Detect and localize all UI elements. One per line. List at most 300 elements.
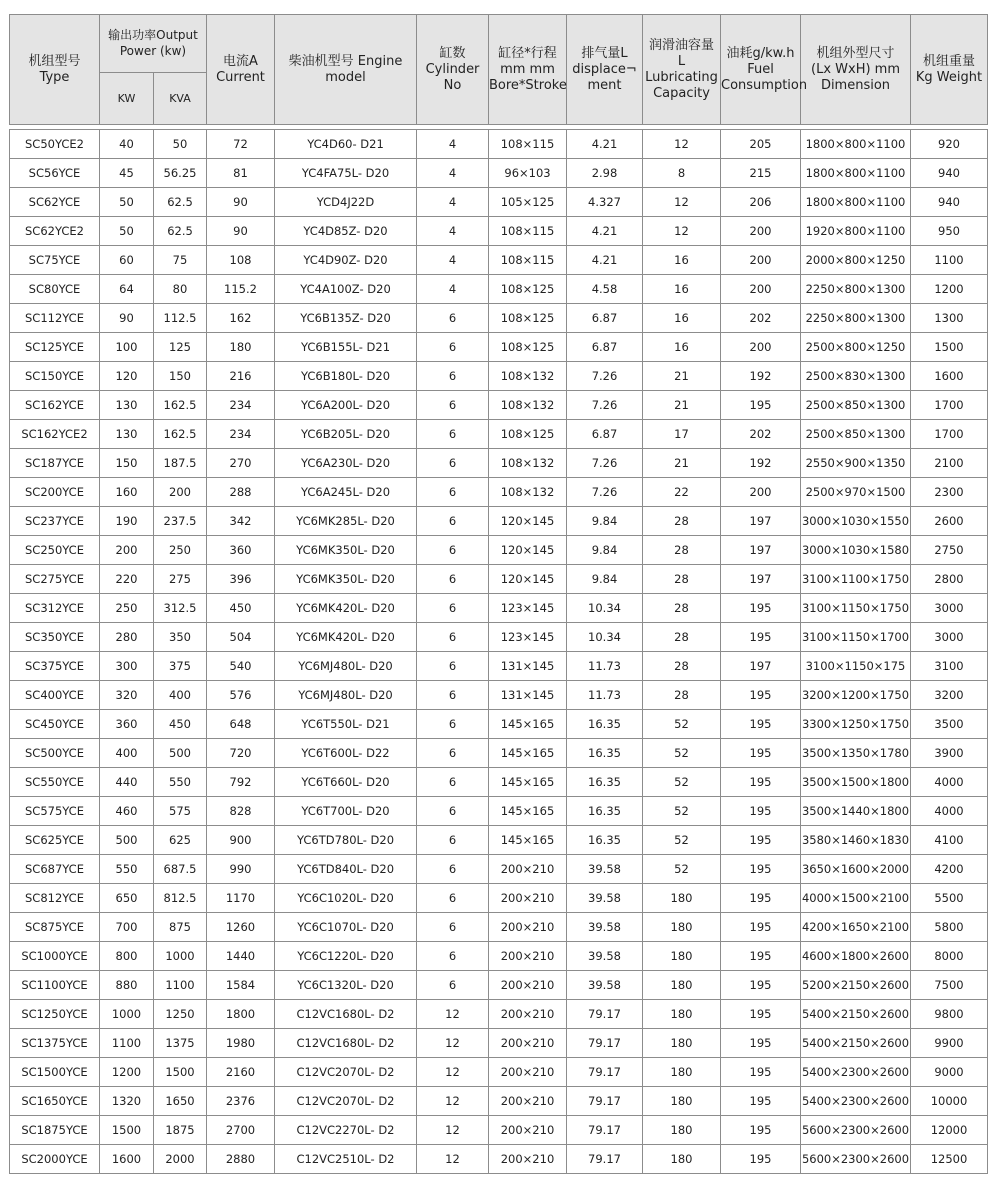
table-row: [10, 1145, 988, 1174]
table-row: [10, 449, 988, 478]
cell-bore-stroke: 200×210: [489, 1029, 567, 1058]
cell-displacement: 16.35: [567, 826, 643, 855]
cell-kw: 460: [100, 797, 154, 826]
cell-dimension: 2250×800×1300: [801, 304, 911, 333]
cell-type: SC150YCE: [10, 362, 100, 391]
cell-lubricating: 28: [643, 681, 721, 710]
cell-current: 108: [207, 246, 275, 275]
cell-weight: 12000: [911, 1116, 988, 1145]
cell-engine-model: YC4D90Z- D20: [275, 246, 417, 275]
cell-dimension: 3000×1030×1550: [801, 507, 911, 536]
cell-weight: 4200: [911, 855, 988, 884]
cell-type: SC62YCE2: [10, 217, 100, 246]
cell-lubricating: 21: [643, 449, 721, 478]
cell-cylinder: 6: [417, 478, 489, 507]
table-row: [10, 246, 988, 275]
cell-weight: 2800: [911, 565, 988, 594]
table-row: [10, 130, 988, 159]
cell-fuel: 200: [721, 478, 801, 507]
cell-displacement: 79.17: [567, 1087, 643, 1116]
cell-dimension: 2500×850×1300: [801, 391, 911, 420]
table-body: [10, 130, 988, 1174]
cell-bore-stroke: 108×115: [489, 130, 567, 159]
cell-bore-stroke: 145×165: [489, 710, 567, 739]
cell-weight: 1700: [911, 420, 988, 449]
cell-fuel: 197: [721, 507, 801, 536]
cell-kw: 280: [100, 623, 154, 652]
cell-bore-stroke: 123×145: [489, 594, 567, 623]
cell-displacement: 9.84: [567, 507, 643, 536]
cell-cylinder: 6: [417, 768, 489, 797]
cell-type: SC56YCE: [10, 159, 100, 188]
cell-lubricating: 28: [643, 652, 721, 681]
table-row: [10, 826, 988, 855]
cell-weight: 2750: [911, 536, 988, 565]
cell-kva: 75: [154, 246, 207, 275]
cell-engine-model: YC6T600L- D22: [275, 739, 417, 768]
cell-bore-stroke: 145×165: [489, 797, 567, 826]
cell-lubricating: 180: [643, 1058, 721, 1087]
cell-fuel: 200: [721, 275, 801, 304]
table-row: [10, 188, 988, 217]
cell-lubricating: 17: [643, 420, 721, 449]
cell-displacement: 39.58: [567, 913, 643, 942]
cell-engine-model: C12VC1680L- D2: [275, 1000, 417, 1029]
cell-displacement: 2.98: [567, 159, 643, 188]
cell-displacement: 9.84: [567, 565, 643, 594]
cell-dimension: 5400×2150×2600: [801, 1029, 911, 1058]
cell-current: 162: [207, 304, 275, 333]
table-row: [10, 1000, 988, 1029]
cell-current: 115.2: [207, 275, 275, 304]
cell-weight: 2300: [911, 478, 988, 507]
header-kva: KVA: [154, 73, 207, 125]
table-row: [10, 333, 988, 362]
cell-kva: 250: [154, 536, 207, 565]
cell-dimension: 2500×830×1300: [801, 362, 911, 391]
cell-cylinder: 6: [417, 594, 489, 623]
cell-bore-stroke: 108×132: [489, 391, 567, 420]
cell-weight: 4000: [911, 797, 988, 826]
table-row: [10, 855, 988, 884]
cell-lubricating: 16: [643, 304, 721, 333]
cell-engine-model: YC6C1220L- D20: [275, 942, 417, 971]
table-row: [10, 362, 988, 391]
cell-engine-model: YC4FA75L- D20: [275, 159, 417, 188]
cell-kva: 1875: [154, 1116, 207, 1145]
cell-kw: 250: [100, 594, 154, 623]
cell-fuel: 195: [721, 768, 801, 797]
cell-kva: 1375: [154, 1029, 207, 1058]
cell-type: SC575YCE: [10, 797, 100, 826]
cell-current: 72: [207, 130, 275, 159]
cell-weight: 3200: [911, 681, 988, 710]
cell-fuel: 202: [721, 304, 801, 333]
header-weight: 机组重量 Kg Weight: [911, 15, 988, 125]
cell-kva: 1500: [154, 1058, 207, 1087]
cell-weight: 3000: [911, 594, 988, 623]
cell-bore-stroke: 96×103: [489, 159, 567, 188]
cell-lubricating: 16: [643, 246, 721, 275]
cell-displacement: 79.17: [567, 1116, 643, 1145]
cell-dimension: 3580×1460×1830: [801, 826, 911, 855]
cell-type: SC50YCE2: [10, 130, 100, 159]
cell-type: SC275YCE: [10, 565, 100, 594]
cell-displacement: 11.73: [567, 652, 643, 681]
cell-displacement: 6.87: [567, 304, 643, 333]
cell-current: 396: [207, 565, 275, 594]
cell-lubricating: 180: [643, 971, 721, 1000]
cell-bore-stroke: 105×125: [489, 188, 567, 217]
cell-kva: 575: [154, 797, 207, 826]
cell-kw: 1500: [100, 1116, 154, 1145]
cell-weight: 1300: [911, 304, 988, 333]
cell-kva: 62.5: [154, 217, 207, 246]
cell-type: SC350YCE: [10, 623, 100, 652]
cell-displacement: 7.26: [567, 478, 643, 507]
cell-kw: 500: [100, 826, 154, 855]
cell-lubricating: 180: [643, 913, 721, 942]
cell-lubricating: 16: [643, 333, 721, 362]
cell-cylinder: 4: [417, 246, 489, 275]
cell-lubricating: 12: [643, 188, 721, 217]
cell-current: 1800: [207, 1000, 275, 1029]
cell-dimension: 2000×800×1250: [801, 246, 911, 275]
cell-displacement: 39.58: [567, 971, 643, 1000]
cell-weight: 3000: [911, 623, 988, 652]
cell-current: 450: [207, 594, 275, 623]
cell-displacement: 7.26: [567, 362, 643, 391]
cell-dimension: 2500×800×1250: [801, 333, 911, 362]
cell-displacement: 4.21: [567, 217, 643, 246]
cell-type: SC112YCE: [10, 304, 100, 333]
cell-dimension: 5600×2300×2600: [801, 1145, 911, 1174]
cell-dimension: 2500×850×1300: [801, 420, 911, 449]
cell-dimension: 5600×2300×2600: [801, 1116, 911, 1145]
cell-cylinder: 6: [417, 536, 489, 565]
cell-dimension: 3500×1350×1780: [801, 739, 911, 768]
cell-current: 504: [207, 623, 275, 652]
cell-dimension: 3500×1440×1800: [801, 797, 911, 826]
cell-dimension: 4200×1650×2100: [801, 913, 911, 942]
cell-current: 900: [207, 826, 275, 855]
cell-displacement: 10.34: [567, 594, 643, 623]
cell-cylinder: 6: [417, 420, 489, 449]
cell-displacement: 16.35: [567, 797, 643, 826]
cell-bore-stroke: 120×145: [489, 565, 567, 594]
cell-engine-model: YC6A200L- D20: [275, 391, 417, 420]
cell-type: SC1650YCE: [10, 1087, 100, 1116]
cell-bore-stroke: 108×125: [489, 275, 567, 304]
cell-engine-model: YC6B205L- D20: [275, 420, 417, 449]
cell-engine-model: YC6TD840L- D20: [275, 855, 417, 884]
cell-current: 234: [207, 391, 275, 420]
cell-displacement: 16.35: [567, 768, 643, 797]
table-row: [10, 913, 988, 942]
cell-kva: 1000: [154, 942, 207, 971]
cell-dimension: 3100×1150×175: [801, 652, 911, 681]
cell-dimension: 4600×1800×2600: [801, 942, 911, 971]
cell-weight: 1700: [911, 391, 988, 420]
cell-cylinder: 6: [417, 652, 489, 681]
cell-kva: 550: [154, 768, 207, 797]
cell-bore-stroke: 200×210: [489, 1116, 567, 1145]
cell-dimension: 3200×1200×1750: [801, 681, 911, 710]
cell-bore-stroke: 108×132: [489, 362, 567, 391]
cell-fuel: 215: [721, 159, 801, 188]
table-row: [10, 594, 988, 623]
cell-current: 648: [207, 710, 275, 739]
header-current: 电流A Current: [207, 15, 275, 125]
cell-kw: 550: [100, 855, 154, 884]
cell-kw: 130: [100, 391, 154, 420]
cell-kva: 50: [154, 130, 207, 159]
cell-kva: 80: [154, 275, 207, 304]
cell-weight: 1500: [911, 333, 988, 362]
cell-fuel: 200: [721, 217, 801, 246]
cell-bore-stroke: 131×145: [489, 681, 567, 710]
cell-fuel: 195: [721, 855, 801, 884]
cell-engine-model: YC6MK420L- D20: [275, 594, 417, 623]
cell-displacement: 10.34: [567, 623, 643, 652]
cell-kva: 450: [154, 710, 207, 739]
cell-cylinder: 6: [417, 826, 489, 855]
cell-kw: 1000: [100, 1000, 154, 1029]
cell-kw: 1100: [100, 1029, 154, 1058]
table-row: [10, 1058, 988, 1087]
cell-cylinder: 12: [417, 1029, 489, 1058]
cell-lubricating: 52: [643, 710, 721, 739]
cell-type: SC200YCE: [10, 478, 100, 507]
cell-weight: 5800: [911, 913, 988, 942]
cell-type: SC1875YCE: [10, 1116, 100, 1145]
cell-cylinder: 6: [417, 391, 489, 420]
cell-lubricating: 180: [643, 1145, 721, 1174]
cell-weight: 4000: [911, 768, 988, 797]
cell-cylinder: 12: [417, 1058, 489, 1087]
cell-bore-stroke: 123×145: [489, 623, 567, 652]
cell-kva: 200: [154, 478, 207, 507]
cell-weight: 3500: [911, 710, 988, 739]
table-row: [10, 478, 988, 507]
cell-current: 81: [207, 159, 275, 188]
header-lubricating-capacity: 润滑油容量 L Lubricating Capacity: [643, 15, 721, 125]
cell-current: 216: [207, 362, 275, 391]
cell-cylinder: 6: [417, 739, 489, 768]
cell-dimension: 3000×1030×1580: [801, 536, 911, 565]
cell-type: SC80YCE: [10, 275, 100, 304]
cell-weight: 5500: [911, 884, 988, 913]
cell-kva: 375: [154, 652, 207, 681]
cell-kw: 100: [100, 333, 154, 362]
cell-current: 234: [207, 420, 275, 449]
cell-kw: 150: [100, 449, 154, 478]
cell-bore-stroke: 145×165: [489, 826, 567, 855]
cell-weight: 2600: [911, 507, 988, 536]
cell-engine-model: YCD4J22D: [275, 188, 417, 217]
cell-current: 2880: [207, 1145, 275, 1174]
cell-current: 180: [207, 333, 275, 362]
cell-type: SC1100YCE: [10, 971, 100, 1000]
cell-lubricating: 12: [643, 217, 721, 246]
cell-kw: 320: [100, 681, 154, 710]
cell-dimension: 3300×1250×1750: [801, 710, 911, 739]
cell-type: SC450YCE: [10, 710, 100, 739]
cell-kw: 160: [100, 478, 154, 507]
cell-dimension: 5400×2300×2600: [801, 1087, 911, 1116]
cell-fuel: 195: [721, 884, 801, 913]
table-row: [10, 536, 988, 565]
cell-current: 792: [207, 768, 275, 797]
cell-lubricating: 21: [643, 362, 721, 391]
cell-current: 990: [207, 855, 275, 884]
cell-engine-model: YC4D60- D21: [275, 130, 417, 159]
cell-fuel: 195: [721, 1087, 801, 1116]
cell-displacement: 4.58: [567, 275, 643, 304]
cell-displacement: 4.21: [567, 130, 643, 159]
cell-weight: 1600: [911, 362, 988, 391]
cell-fuel: 195: [721, 1029, 801, 1058]
cell-kw: 880: [100, 971, 154, 1000]
cell-current: 342: [207, 507, 275, 536]
table-row: [10, 304, 988, 333]
cell-bore-stroke: 108×132: [489, 449, 567, 478]
cell-current: 360: [207, 536, 275, 565]
cell-kw: 1320: [100, 1087, 154, 1116]
cell-lubricating: 22: [643, 478, 721, 507]
cell-kva: 162.5: [154, 391, 207, 420]
cell-type: SC625YCE: [10, 826, 100, 855]
cell-bore-stroke: 200×210: [489, 884, 567, 913]
header-kw: KW: [100, 73, 154, 125]
cell-engine-model: YC6MK285L- D20: [275, 507, 417, 536]
cell-weight: 3100: [911, 652, 988, 681]
header-dimension: 机组外型尺寸 (Lx WxH) mm Dimension: [801, 15, 911, 125]
cell-engine-model: C12VC2510L- D2: [275, 1145, 417, 1174]
header-cylinder: 缸数 Cylinder No: [417, 15, 489, 125]
cell-weight: 7500: [911, 971, 988, 1000]
cell-kva: 56.25: [154, 159, 207, 188]
table-row: [10, 652, 988, 681]
cell-fuel: 195: [721, 623, 801, 652]
cell-fuel: 200: [721, 246, 801, 275]
cell-cylinder: 6: [417, 681, 489, 710]
cell-displacement: 39.58: [567, 855, 643, 884]
cell-bore-stroke: 200×210: [489, 942, 567, 971]
cell-lubricating: 52: [643, 768, 721, 797]
cell-type: SC500YCE: [10, 739, 100, 768]
cell-fuel: 195: [721, 739, 801, 768]
cell-displacement: 16.35: [567, 710, 643, 739]
cell-cylinder: 6: [417, 913, 489, 942]
spec-table-container: [9, 14, 987, 1174]
cell-kw: 700: [100, 913, 154, 942]
cell-dimension: 4000×1500×2100: [801, 884, 911, 913]
cell-engine-model: YC6MK350L- D20: [275, 536, 417, 565]
cell-dimension: 2550×900×1350: [801, 449, 911, 478]
table-row: [10, 391, 988, 420]
cell-bore-stroke: 145×165: [489, 739, 567, 768]
table-row: [10, 797, 988, 826]
cell-lubricating: 16: [643, 275, 721, 304]
cell-weight: 9800: [911, 1000, 988, 1029]
cell-lubricating: 180: [643, 1000, 721, 1029]
cell-type: SC75YCE: [10, 246, 100, 275]
cell-weight: 9900: [911, 1029, 988, 1058]
cell-dimension: 5400×2150×2600: [801, 1000, 911, 1029]
cell-kva: 875: [154, 913, 207, 942]
cell-kva: 687.5: [154, 855, 207, 884]
cell-type: SC312YCE: [10, 594, 100, 623]
cell-type: SC237YCE: [10, 507, 100, 536]
cell-type: SC687YCE: [10, 855, 100, 884]
table-row: [10, 217, 988, 246]
table-row: [10, 507, 988, 536]
cell-type: SC162YCE2: [10, 420, 100, 449]
cell-weight: 9000: [911, 1058, 988, 1087]
cell-fuel: 202: [721, 420, 801, 449]
cell-type: SC187YCE: [10, 449, 100, 478]
cell-current: 2700: [207, 1116, 275, 1145]
table-row: [10, 739, 988, 768]
cell-dimension: 3500×1500×1800: [801, 768, 911, 797]
cell-cylinder: 12: [417, 1116, 489, 1145]
table-row: [10, 565, 988, 594]
cell-lubricating: 28: [643, 594, 721, 623]
cell-bore-stroke: 108×115: [489, 246, 567, 275]
cell-cylinder: 6: [417, 623, 489, 652]
cell-engine-model: C12VC2070L- D2: [275, 1058, 417, 1087]
cell-cylinder: 12: [417, 1087, 489, 1116]
cell-lubricating: 28: [643, 565, 721, 594]
cell-kva: 62.5: [154, 188, 207, 217]
cell-dimension: 2250×800×1300: [801, 275, 911, 304]
cell-bore-stroke: 108×132: [489, 478, 567, 507]
cell-engine-model: YC6MJ480L- D20: [275, 652, 417, 681]
cell-type: SC250YCE: [10, 536, 100, 565]
cell-kw: 120: [100, 362, 154, 391]
table-row: [10, 942, 988, 971]
cell-dimension: 1920×800×1100: [801, 217, 911, 246]
cell-current: 828: [207, 797, 275, 826]
cell-kva: 2000: [154, 1145, 207, 1174]
cell-dimension: 1800×800×1100: [801, 159, 911, 188]
cell-bore-stroke: 120×145: [489, 536, 567, 565]
cell-type: SC1500YCE: [10, 1058, 100, 1087]
cell-bore-stroke: 108×125: [489, 333, 567, 362]
cell-type: SC812YCE: [10, 884, 100, 913]
cell-cylinder: 4: [417, 159, 489, 188]
cell-kw: 45: [100, 159, 154, 188]
cell-displacement: 79.17: [567, 1058, 643, 1087]
cell-dimension: 3650×1600×2000: [801, 855, 911, 884]
cell-dimension: 3100×1150×1700: [801, 623, 911, 652]
cell-cylinder: 4: [417, 217, 489, 246]
cell-cylinder: 12: [417, 1145, 489, 1174]
table-row: [10, 159, 988, 188]
cell-lubricating: 52: [643, 739, 721, 768]
cell-dimension: 5400×2300×2600: [801, 1058, 911, 1087]
cell-cylinder: 6: [417, 304, 489, 333]
cell-weight: 1200: [911, 275, 988, 304]
table-row: [10, 1116, 988, 1145]
table-row: [10, 971, 988, 1000]
cell-kva: 187.5: [154, 449, 207, 478]
cell-cylinder: 12: [417, 1000, 489, 1029]
cell-engine-model: YC6T660L- D20: [275, 768, 417, 797]
table-header: [10, 15, 988, 125]
cell-lubricating: 180: [643, 942, 721, 971]
